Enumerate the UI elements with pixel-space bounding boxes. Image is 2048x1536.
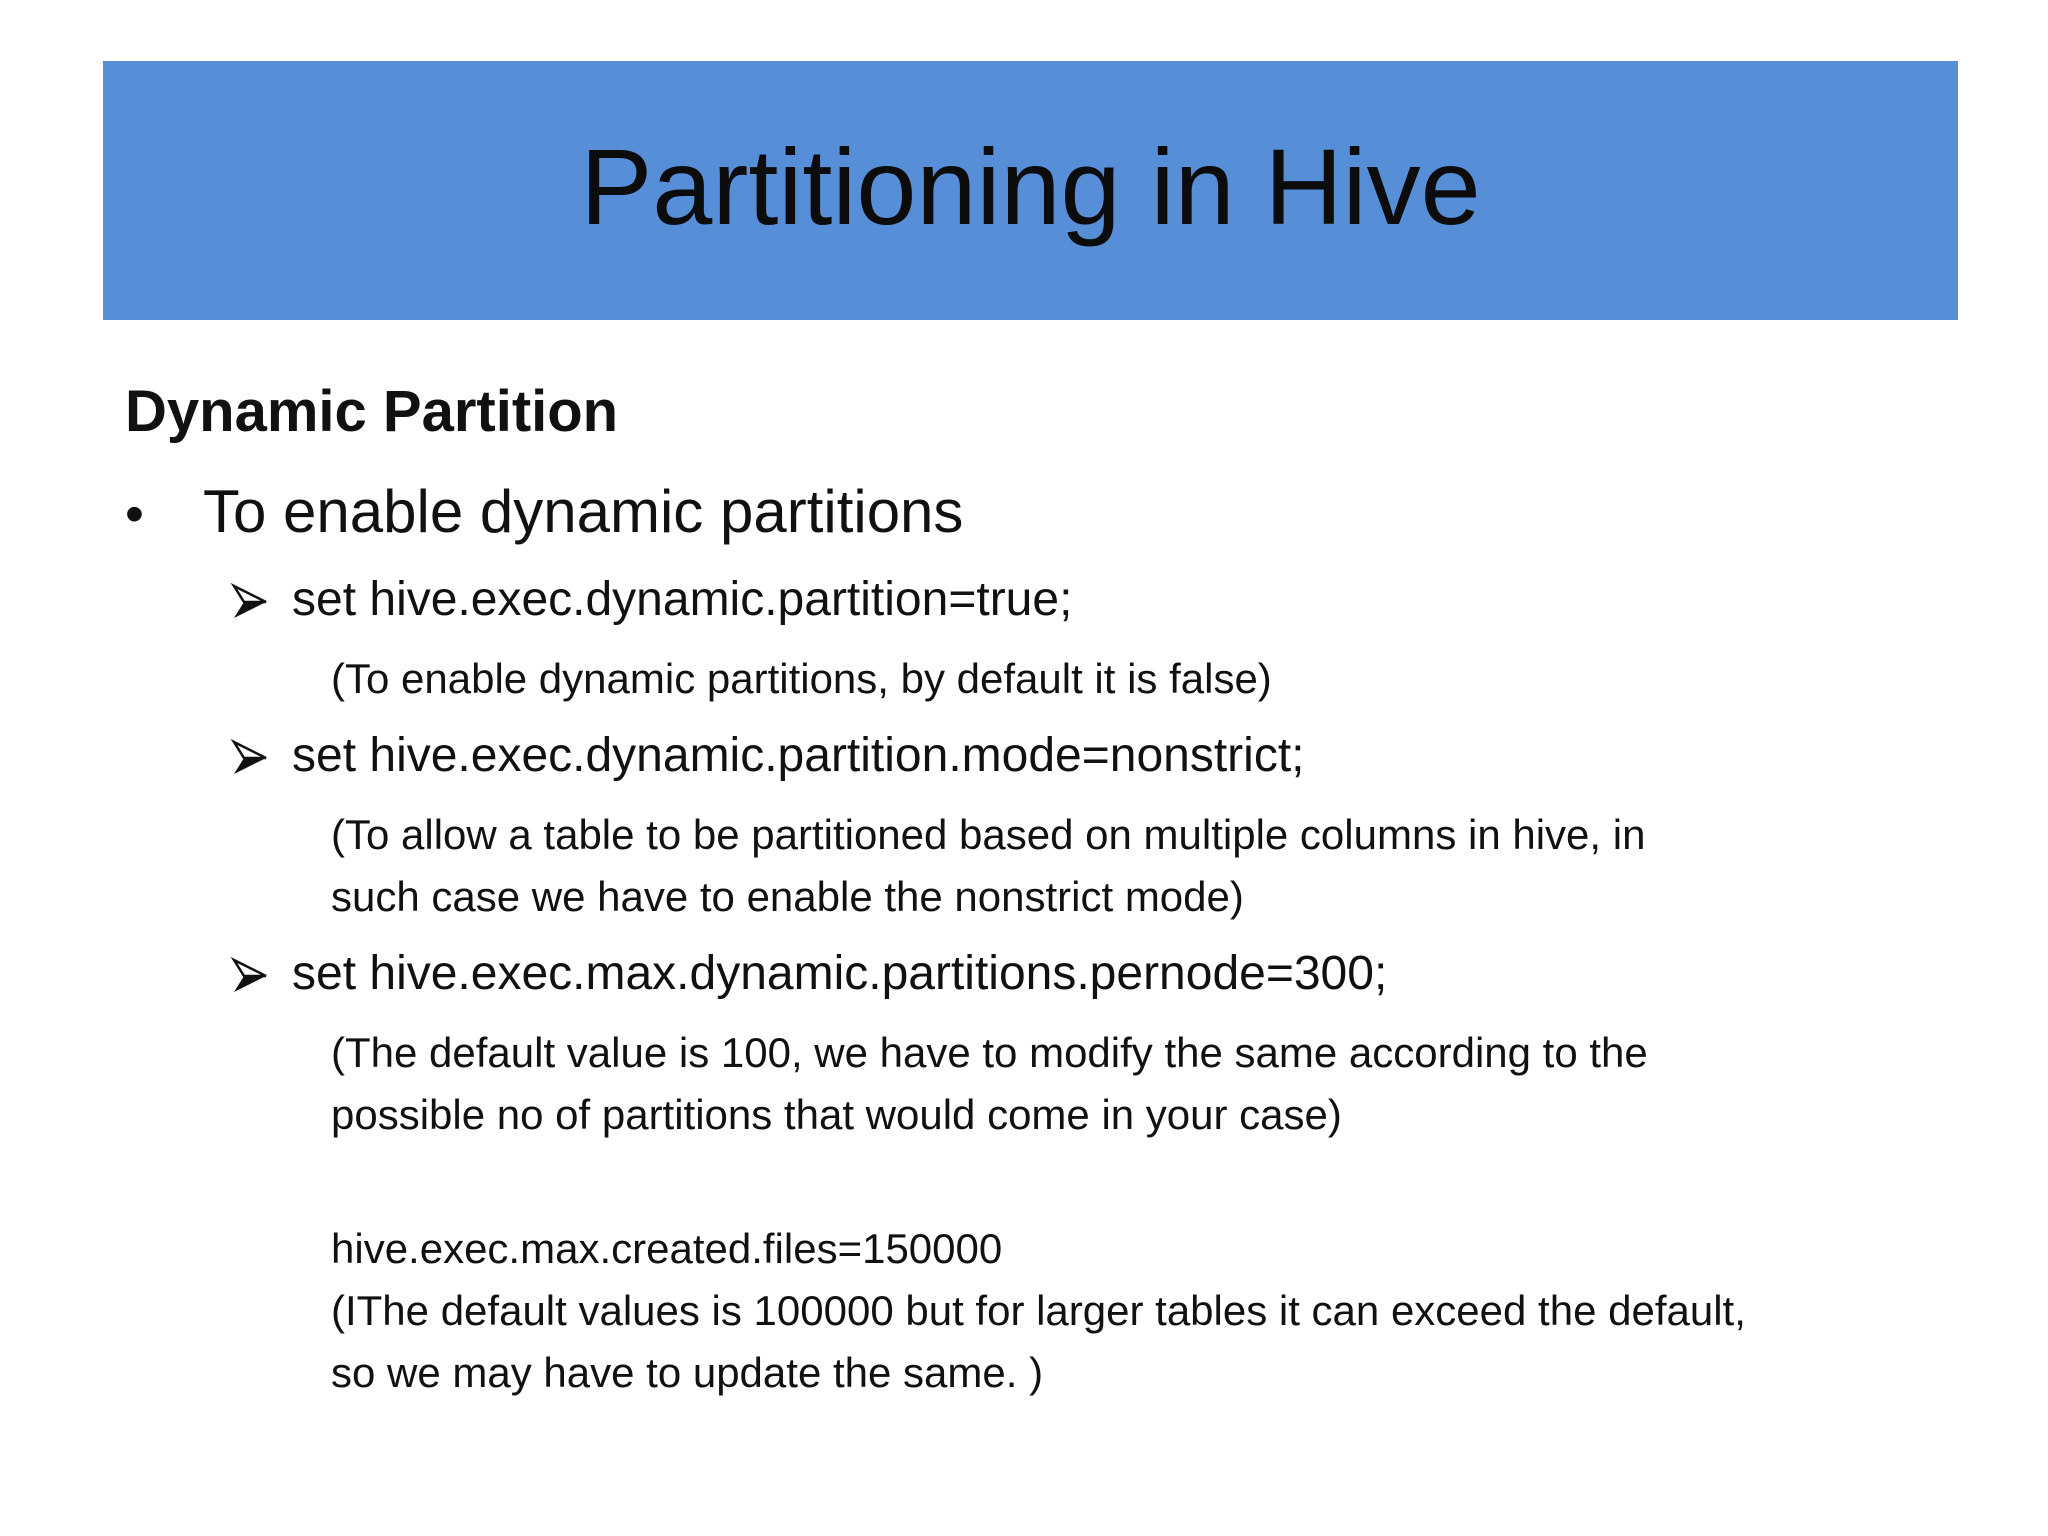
bullet-dot-icon: • (125, 484, 144, 544)
command-text: set hive.exec.dynamic.partition=true; (292, 573, 1073, 626)
sub-bullet-item (230, 728, 1305, 783)
note-line: (IThe default values is 100000 but for larger tables it can exceed the default, (331, 1287, 1746, 1334)
note-line: hive.exec.max.created.files=150000 (331, 1225, 1003, 1272)
section-heading: Dynamic Partition (125, 379, 619, 444)
command-note (331, 1022, 1648, 1146)
note-line: such case we have to enable the nonstrict mode) (331, 873, 1244, 920)
note-line: (To allow a table to be partitioned based on multiple columns in hive, in (331, 811, 1646, 858)
command-note (331, 804, 1645, 928)
extra-note (331, 1218, 1746, 1404)
note-line: (The default value is 100, we have to modify the same according to the (331, 1029, 1648, 1076)
arrow-bullet-icon (230, 582, 292, 622)
note-line: so we may have to update the same. ) (331, 1349, 1044, 1396)
command-note (331, 648, 1272, 710)
arrow-bullet-icon (230, 738, 292, 778)
title-bar (103, 61, 1958, 320)
arrow-bullet-icon (230, 956, 292, 996)
bullet-item (125, 477, 963, 546)
slide-title: Partitioning in Hive (580, 126, 1481, 247)
note-line: possible no of partitions that would come in your case) (331, 1091, 1342, 1138)
sub-bullet-item (230, 946, 1387, 1001)
command-text: set hive.exec.dynamic.partition.mode=nonstrict; (292, 729, 1305, 782)
note-line: (To enable dynamic partitions, by default it is false) (331, 655, 1272, 702)
command-text: set hive.exec.max.dynamic.partitions.pernode=300; (292, 947, 1388, 1000)
bullet-text: To enable dynamic partitions (203, 478, 964, 545)
sub-bullet-item (230, 572, 1072, 627)
